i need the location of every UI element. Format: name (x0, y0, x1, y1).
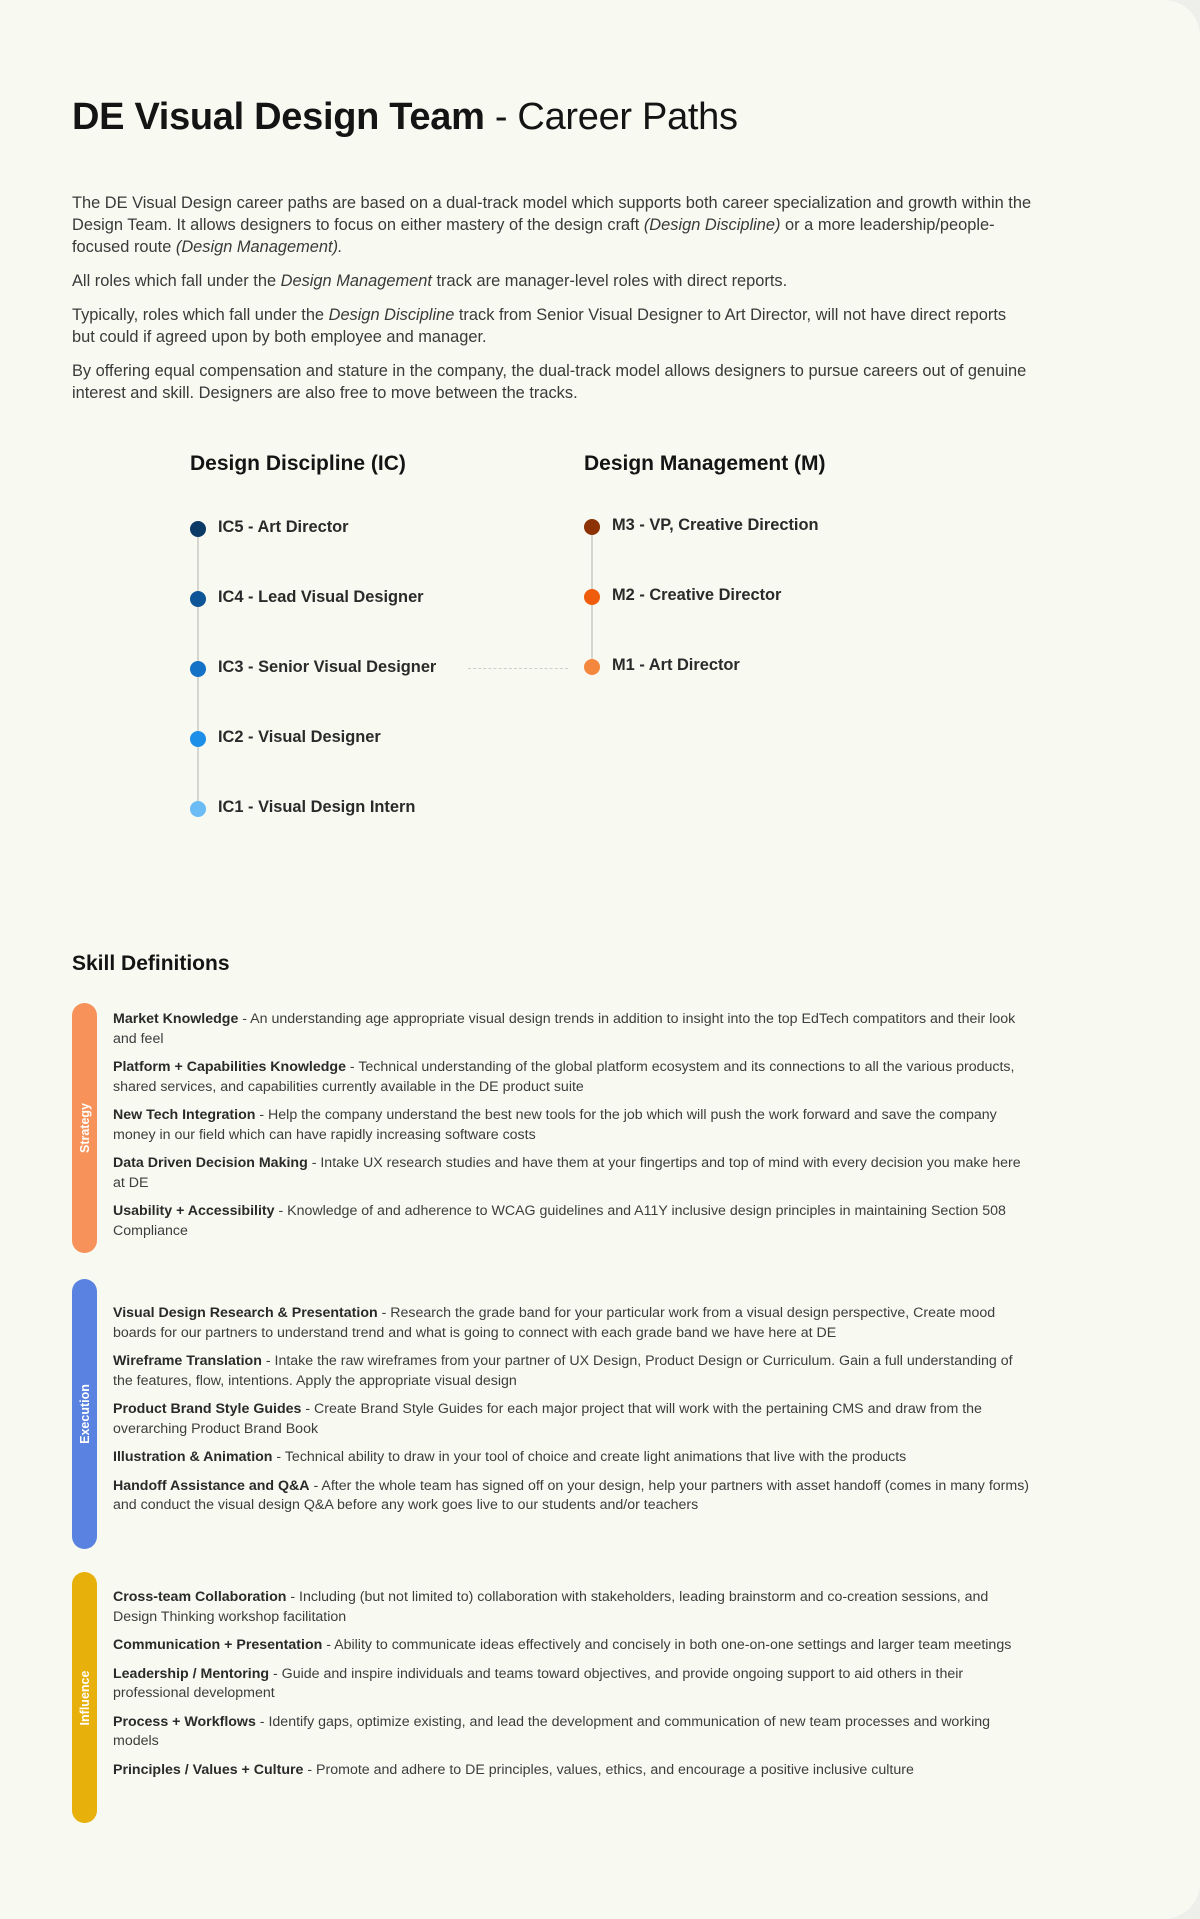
skill-item (113, 1636, 1033, 1656)
intro-p2-text-b: track are manager-level roles with direct reports. (431, 272, 788, 290)
skill-desc: - Including (but not limited to) collaboration with stakeholders, leading brainstorm and co-creation sessions, and Design Thinking workshop facilitation (113, 1589, 989, 1625)
skill-item (113, 1304, 1033, 1343)
group-pill-influence (72, 1572, 97, 1823)
skill-item (113, 1202, 1033, 1241)
role-dot-m1 (584, 659, 600, 675)
skill-item (113, 1448, 1033, 1468)
skill-desc: - Guide and inspire individuals and teams toward objectives, and provide ongoing support to aid others in their professional development (113, 1665, 964, 1701)
intro-p1-emphasis-1: (Design Discipline) (643, 216, 781, 234)
role-ic4: IC4 - Lead Visual Designer (218, 588, 424, 606)
skill-term: Communication + Presentation (113, 1637, 323, 1653)
skill-term: Product Brand Style Guides (113, 1401, 302, 1417)
group-label-strategy: Strategy (77, 1102, 92, 1154)
skill-desc: - Identify gaps, optimize existing, and lead the development and communication of new team processes and working models (113, 1713, 991, 1749)
role-dot-m3 (584, 519, 600, 535)
role-m2: M2 - Creative Director (612, 586, 782, 604)
skill-term: Cross-team Collaboration (113, 1589, 287, 1605)
skill-desc: - Promote and adhere to DE principles, values, ethics, and encourage a positive inclusive culture (303, 1761, 914, 1778)
skill-desc: - An understanding age appropriate visual design trends in addition to insight into the top EdTech compatitors and their look and feel (113, 1011, 1016, 1047)
role-ic5: IC5 - Art Director (218, 518, 349, 536)
intro-paragraph-4: By offering equal compensation and stature in the company, the dual-track model allows designers to pursue careers out of genuine interest and skill. Designers are also free to move between the tracks. (72, 362, 1027, 402)
group-pill-strategy (72, 1003, 97, 1253)
group-label-influence: Influence (77, 1670, 92, 1725)
group-pill-execution (72, 1279, 97, 1549)
skill-term: Market Knowledge (113, 1011, 239, 1027)
skill-term: Principles / Values + Culture (113, 1761, 304, 1778)
intro-p1-emphasis-2: (Design Management). (175, 238, 343, 256)
intro-p1-text-a: The DE Visual Design career paths are based on a dual-track model which supports both career specialization and growth within the Design Team. It allows designers to focus on either mastery of the design craft (72, 194, 1032, 234)
intro-p3-text-a: Typically, roles which fall under the (72, 306, 329, 324)
skill-desc: - After the whole team has signed off on your design, help your partners with asset handoff (comes in many forms) and conduct the visual design Q&A before any work goes live to our students and/or teachers (113, 1477, 1030, 1513)
intro-p2-text-a: All roles which fall under the (72, 272, 281, 290)
skill-group-strategy (72, 1003, 1032, 1253)
skill-desc: - Research the grade band for your particular work from a visual design perspective, Create mood boards for our partners to understand trend and what is going to connect with each grade band we have here at DE (113, 1305, 996, 1341)
page-title-bold: DE Visual Design Team (72, 96, 485, 138)
skill-term: Illustration & Animation (113, 1449, 273, 1465)
role-m1: M1 - Art Director (612, 656, 740, 674)
intro-p3-emphasis: Design Discipline (328, 306, 455, 324)
skill-term: Data Driven Decision Making (113, 1155, 308, 1171)
intro-p1-text-b: or a more leadership/people-focused route (72, 216, 995, 256)
skill-desc: - Create Brand Style Guides for each major project that will work with the pertaining CMS and draw from the overarching Product Brand Book (113, 1401, 982, 1437)
skill-term: New Tech Integration (113, 1107, 256, 1123)
skill-term: Usability + Accessibility (113, 1203, 275, 1219)
role-ic1: IC1 - Visual Design Intern (218, 798, 416, 816)
skill-item (113, 1761, 1033, 1781)
skill-term: Platform + Capabilities Knowledge (113, 1059, 346, 1075)
track-connector (468, 668, 568, 669)
skill-desc: - Ability to communicate ideas effectively and concisely in both one-on-one settings and larger team meetings (322, 1637, 1012, 1653)
intro-paragraph-3 (72, 304, 1032, 348)
intro-paragraph-1 (72, 192, 1032, 258)
role-dot-ic2 (190, 731, 206, 747)
role-m3: M3 - VP, Creative Direction (612, 516, 819, 534)
skill-desc: - Intake UX research studies and have them at your fingertips and top of mind with every decision you make here at DE (113, 1155, 1021, 1191)
skill-term: Visual Design Research & Presentation (113, 1305, 378, 1321)
intro-paragraph-2 (72, 270, 1032, 292)
intro-p2-emphasis: Design Management (280, 272, 432, 290)
skill-desc: - Technical understanding of the global platform ecosystem and its connections to all the various products, shared services, and capabilities currently available in the DE product suite (113, 1059, 1015, 1095)
page-title-rest: - Career Paths (484, 96, 738, 138)
role-dot-ic4 (190, 591, 206, 607)
role-dot-ic5 (190, 521, 206, 537)
skill-desc: - Technical ability to draw in your tool of choice and create light animations that live with the products (272, 1449, 907, 1465)
skill-term: Leadership / Mentoring (113, 1665, 270, 1682)
skills-title: Skill Definitions (72, 952, 230, 975)
role-dot-ic1 (190, 801, 206, 817)
skill-group-execution (72, 1279, 1032, 1549)
skill-item (113, 1477, 1033, 1516)
skill-item (113, 1588, 1033, 1627)
ic-track-title: Design Discipline (IC) (190, 452, 406, 475)
role-ic3: IC3 - Senior Visual Designer (218, 658, 437, 676)
group-label-execution: Execution (77, 1384, 92, 1444)
skill-desc: - Knowledge of and adherence to WCAG guidelines and A11Y inclusive design principles in maintaining Section 508 Compliance (113, 1203, 1006, 1239)
skill-term: Handoff Assistance and Q&A (113, 1477, 310, 1494)
intro-p3-text-b: track from Senior Visual Designer to Art Director, will not have direct reports but could if agreed upon by both employee and manager. (72, 306, 1007, 346)
intro (72, 192, 1032, 416)
role-dot-ic3 (190, 661, 206, 677)
skill-item (113, 1665, 1033, 1704)
page-title (72, 96, 738, 139)
skill-desc: - Intake the raw wireframes from your partner of UX Design, Product Design or Curriculum. Gain a full understanding of the features, flow, intentions. Apply the appropriate visual design (113, 1353, 1013, 1389)
skill-item (113, 1106, 1033, 1145)
skill-item (113, 1154, 1033, 1193)
role-ic2: IC2 - Visual Designer (218, 728, 381, 746)
skill-item (113, 1058, 1033, 1097)
skill-term: Wireframe Translation (113, 1353, 262, 1369)
skill-desc: - Help the company understand the best new tools for the job which will push the work forward and save the company money in our field which can have rapidly increasing software costs (113, 1107, 997, 1143)
skill-term: Process + Workflows (113, 1713, 256, 1730)
skill-item (113, 1713, 1033, 1752)
role-dot-m2 (584, 589, 600, 605)
skill-group-influence (72, 1572, 1032, 1823)
skill-item (113, 1010, 1033, 1049)
skill-item (113, 1352, 1033, 1391)
skill-item (113, 1400, 1033, 1439)
m-track-title: Design Management (M) (584, 452, 826, 475)
